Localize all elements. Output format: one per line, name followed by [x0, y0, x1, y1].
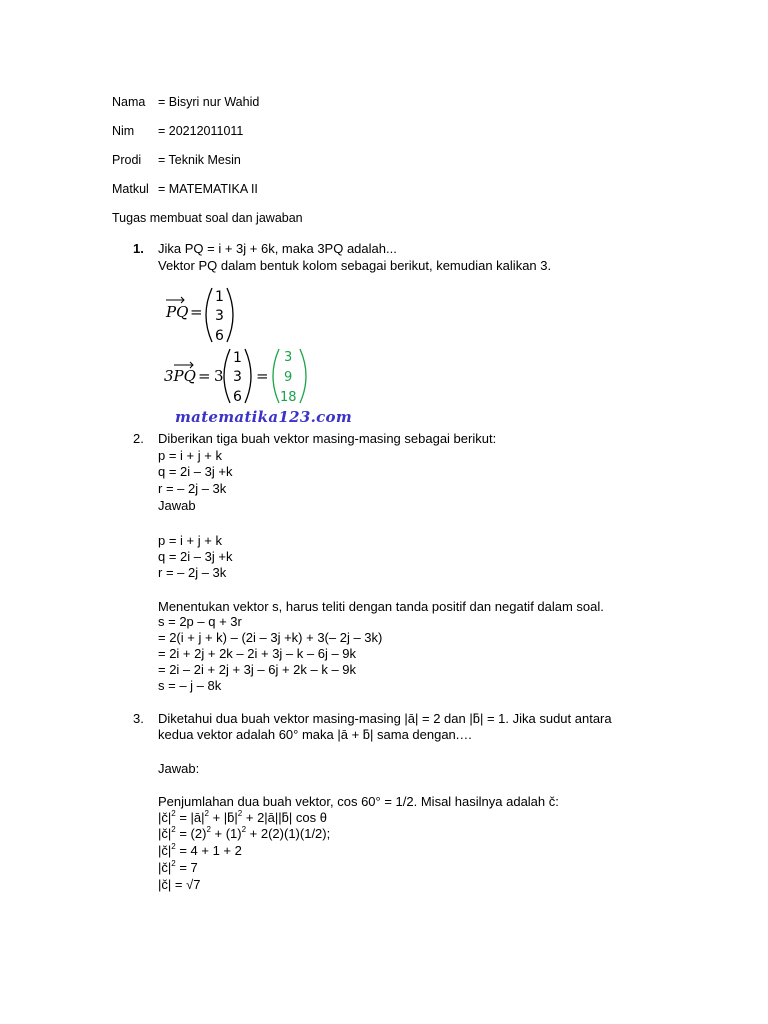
q3-line1: Diketahui dua buah vektor masing-masing |ā| = 2 dan |ƃ| = 1. Jika sudut antara: [158, 711, 612, 726]
q2-line: = 2(i + j + k) – (2i – 3j +k) + 3(– 2j – 3k): [158, 630, 383, 645]
q3-line2: kedua vektor adalah 60° maka |ā + ƃ| sama dengan.…: [158, 727, 473, 742]
three-pq-equals: =: [198, 367, 211, 385]
q2-line: r = – 2j – 3k: [158, 481, 227, 496]
q2-line: r = – 2j – 3k: [158, 565, 227, 580]
q3-eq1: $|č|^2$ = $|ā|^2$ + $|ƃ|^2$ + 2|ā||ƃ| cos θ: [158, 809, 327, 825]
result-equals: =: [256, 367, 269, 385]
scalar-three: 3: [214, 367, 224, 385]
q2-line: Menentukan vektor s, harus teliti dengan tanda positif dan negatif dalam soal.: [158, 599, 604, 614]
prodi-row: [112, 153, 241, 167]
result-entry-1: 3: [284, 350, 293, 365]
nama-row: [112, 95, 259, 109]
q1-line1: Jika PQ = i + 3j + 6k, maka 3PQ adalah...: [158, 241, 397, 256]
q2-line: = 2i – 2i + 2j + 3j – 6j + 2k – k – 9k: [158, 662, 357, 677]
q2-line: s = 2p – q + 3r: [158, 614, 242, 629]
q3-number: 3.: [133, 711, 144, 726]
q3-line3: Penjumlahan dua buah vektor, cos 60° = 1/2. Misal hasilnya adalah č:: [158, 794, 559, 809]
q2-number: 2.: [133, 431, 144, 446]
q3-eq2: $|č|^2 = (2)^2 + (1)^2 + 2(2)(1)(1/2)$;: [158, 825, 331, 841]
q2-line: s = – j – 8k: [158, 678, 222, 693]
q2-line: Diberikan tiga buah vektor masing-masing sebagai berikut:: [158, 431, 497, 446]
q2-line: = 2i + 2j + 2k – 2i + 3j – k – 6j – 9k: [158, 646, 357, 661]
watermark-logo: matematika123.com: [175, 408, 353, 426]
q3-eq3: $|č|^2 = 4 + 1 + 2$: [158, 842, 242, 858]
result-entry-2: 9: [284, 370, 293, 385]
q3-jawab: Jawab:: [158, 761, 200, 776]
nama-value: = Bisyri nur Wahid: [158, 95, 260, 109]
nim-label: Nim: [112, 124, 135, 138]
q3-eq4: $|č|^2 = 7$: [158, 859, 198, 875]
pq2-entry-1: 1: [233, 350, 242, 366]
matkul-row: [112, 182, 258, 196]
result-entry-3: 18: [280, 390, 297, 405]
q2-line: Jawab: [158, 498, 196, 513]
tugas-heading: Tugas membuat soal dan jawaban: [112, 211, 303, 225]
q1-vector-equation: [160, 285, 360, 410]
q2-line: q = 2i – 3j +k: [158, 549, 233, 564]
q1-line2: Vektor PQ dalam bentuk kolom sebagai berikut, kemudian kalikan 3.: [158, 258, 552, 273]
q2-line: p = i + j + k: [158, 448, 222, 463]
pq2-entry-3: 6: [233, 389, 242, 405]
matkul-label: Matkul: [112, 182, 149, 196]
matkul-value: = MATEMATIKA II: [158, 182, 258, 196]
q1-number: 1.: [133, 241, 144, 256]
prodi-label: Prodi: [112, 153, 142, 167]
q2-line: q = 2i – 3j +k: [158, 464, 233, 479]
pq-equals: =: [190, 303, 203, 321]
q3-eq5: |č| = √7: [158, 877, 201, 892]
nama-label: Nama: [112, 95, 146, 109]
pq-entry-2: 3: [215, 308, 224, 324]
nim-row: [112, 124, 243, 138]
nim-value: = 20212011011: [158, 124, 244, 138]
pq2-entry-2: 3: [233, 369, 242, 385]
pq-entry-1: 1: [215, 289, 224, 305]
q2-line: p = i + j + k: [158, 533, 222, 548]
prodi-value: = Teknik Mesin: [158, 153, 241, 167]
three-pq-label: 3PQ: [164, 367, 196, 385]
pq-entry-3: 6: [215, 328, 224, 344]
pq-label: PQ: [166, 303, 189, 321]
